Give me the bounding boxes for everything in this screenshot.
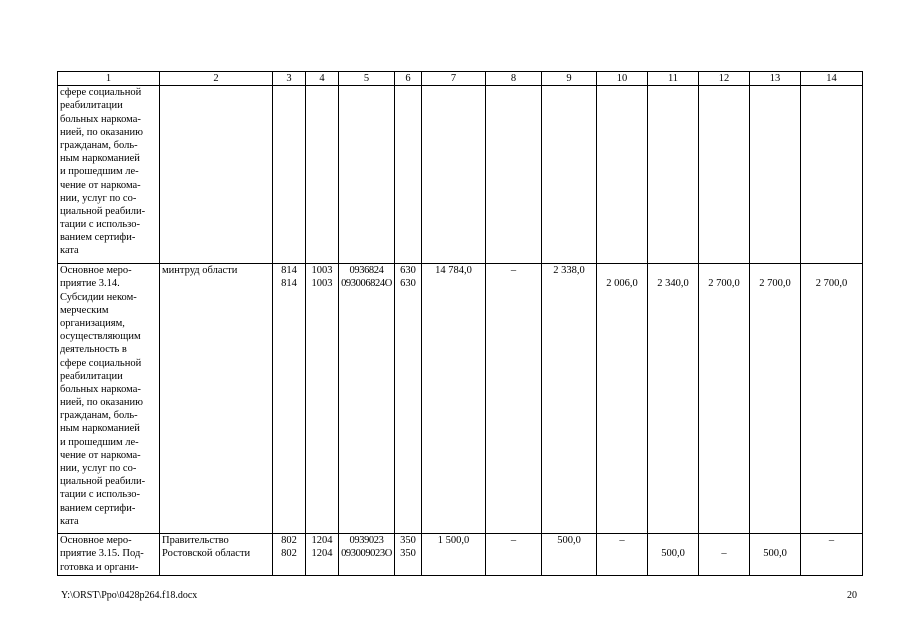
rzpr-cell: 1204 1204 xyxy=(306,534,339,576)
executor-cell: Правительство Ростовской области xyxy=(160,534,273,576)
column-number-row xyxy=(58,72,863,86)
grbs-cell: 802 802 xyxy=(273,534,306,576)
column-header: 1 xyxy=(58,72,160,86)
executor-cell: минтруд области xyxy=(160,264,273,534)
column-header: 9 xyxy=(542,72,597,86)
year-cell: 500,0 xyxy=(750,534,801,576)
column-header: 6 xyxy=(395,72,422,86)
column-header: 10 xyxy=(597,72,648,86)
csr-cell: 0939023 093009023О xyxy=(339,534,395,576)
page-number: 20 xyxy=(847,590,857,601)
column-header: 4 xyxy=(306,72,339,86)
column-header: 14 xyxy=(801,72,863,86)
year-cell: 2 338,0 xyxy=(542,264,597,534)
table-row-continuation xyxy=(58,86,863,264)
csr-cell: 0936824 093006824О xyxy=(339,264,395,534)
grbs-cell: 814 814 xyxy=(273,264,306,534)
year-cell: – xyxy=(699,534,750,576)
total-cell: 1 500,0 xyxy=(422,534,486,576)
year-cell: 500,0 xyxy=(542,534,597,576)
column-header: 12 xyxy=(699,72,750,86)
year-cell: 2 700,0 xyxy=(699,264,750,534)
year-cell: 2 700,0 xyxy=(801,264,863,534)
table-row-activity-3-15 xyxy=(58,534,863,576)
year-cell: 2 340,0 xyxy=(648,264,699,534)
column-header: 3 xyxy=(273,72,306,86)
table-row-activity-3-14 xyxy=(58,264,863,534)
vr-cell: 350 350 xyxy=(395,534,422,576)
year-cell: 2 700,0 xyxy=(750,264,801,534)
activity-name-cell: Основное меро- приятие 3.15. Под- готовка и органи- xyxy=(58,534,160,576)
total-cell: 14 784,0 xyxy=(422,264,486,534)
column-header: 8 xyxy=(486,72,542,86)
column-header: 5 xyxy=(339,72,395,86)
year-cell: 2 006,0 xyxy=(597,264,648,534)
column-header: 2 xyxy=(160,72,273,86)
vr-cell: 630 630 xyxy=(395,264,422,534)
year-cell: 500,0 xyxy=(648,534,699,576)
budget-table xyxy=(57,71,863,576)
year-cell: – xyxy=(801,534,863,576)
column-header: 7 xyxy=(422,72,486,86)
footer-file-path: Y:\ORST\Ppo\0428p264.f18.docx xyxy=(61,590,198,601)
year-cell: – xyxy=(597,534,648,576)
rzpr-cell: 1003 1003 xyxy=(306,264,339,534)
year-cell: – xyxy=(486,534,542,576)
activity-name-cell: Основное меро- приятие 3.14. Субсидии неком- мерческим организациям, осуществляющим деятельность в сфере социальной реабилитации больных наркома- нией, по оказанию гражданам, боль- ным наркоманией и прошедшим ле- чение от наркома- нии, услуг по со- циальной реабили- тации с использо- ванием сертифи- ката xyxy=(58,264,160,534)
column-header: 11 xyxy=(648,72,699,86)
year-cell: – xyxy=(486,264,542,534)
column-header: 13 xyxy=(750,72,801,86)
activity-name-cell: сфере социальной реабилитации больных наркома- нией, по оказанию гражданам, боль- ным наркоманией и прошедшим ле- чение от наркома- нии, услуг по со- циальной реабили- тации с использо- ванием сертифи- ката xyxy=(58,86,160,264)
